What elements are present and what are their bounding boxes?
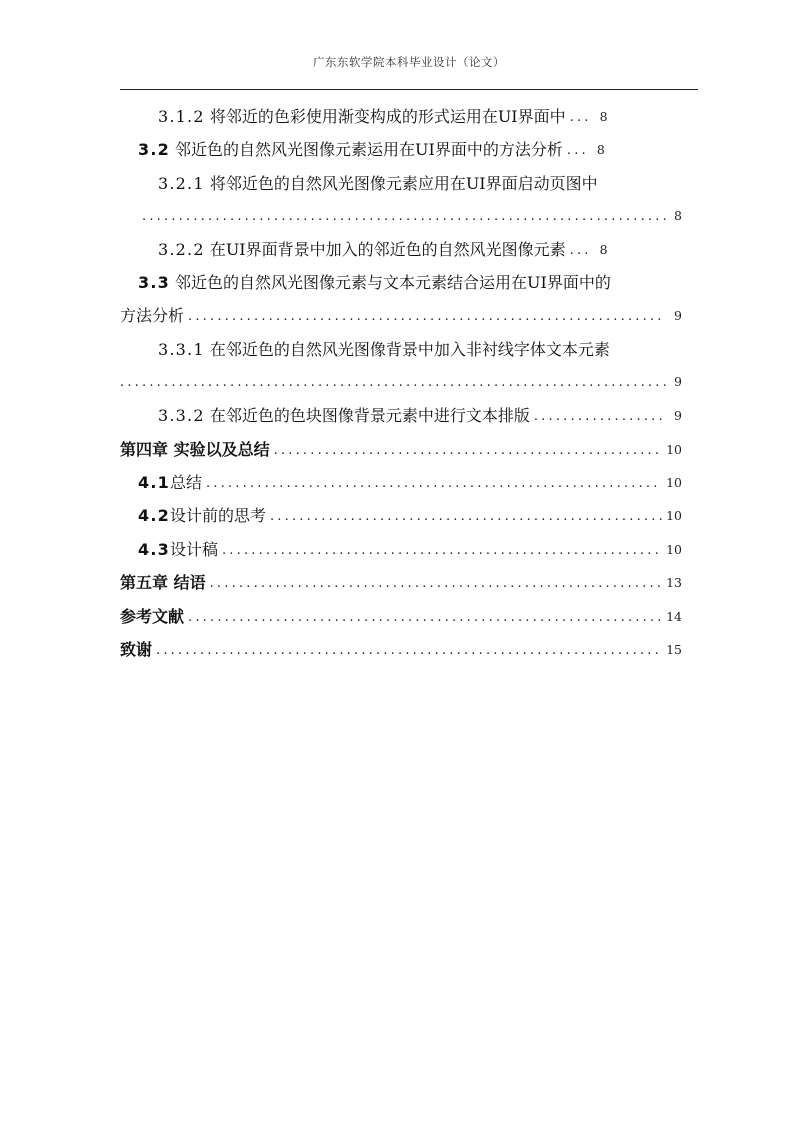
- toc-page-number: 15: [666, 642, 682, 657]
- toc-leader: [156, 640, 662, 660]
- toc-entry-3-3-label[interactable]: 3.3 邻近色的自然风光图像元素与文本元素结合运用在UI界面中的: [138, 273, 611, 292]
- toc-leader: [188, 607, 662, 627]
- toc-entry-label: 参考文献: [120, 607, 185, 626]
- toc-leader: [120, 372, 666, 392]
- toc-entry-3-2-1-label[interactable]: 3.2.1 将邻近色的自然风光图像元素应用在UI界面启动页图中: [158, 174, 598, 193]
- toc-entry-label: 第五章 结语: [120, 573, 206, 592]
- toc-entry-3-2-2[interactable]: [158, 234, 682, 260]
- toc-entry-3-1-2[interactable]: [158, 101, 682, 127]
- toc-page-number: 8: [599, 242, 608, 257]
- toc-page-number: 9: [674, 374, 682, 389]
- page-header: 广东东软学院本科毕业设计（论文）: [313, 55, 505, 69]
- toc-entry-3-3-1-label[interactable]: 3.3.1 在邻近色的自然风光图像背景中加入非衬线字体文本元素: [158, 340, 610, 359]
- toc-entry-3-3-2[interactable]: [158, 400, 682, 426]
- toc-page-number: 10: [666, 475, 682, 490]
- toc-entry-label: 3.2 邻近色的自然风光图像元素运用在UI界面中的方法分析: [138, 140, 563, 159]
- toc-entry-chapter-4[interactable]: [120, 434, 682, 460]
- toc-entry-label: 3.3.2 在邻近色的色块图像背景元素中进行文本排版: [158, 406, 530, 425]
- toc-leader: [206, 473, 662, 493]
- toc-entry-4-2[interactable]: [138, 500, 682, 526]
- toc-entry-label: 3.2.2 在UI界面背景中加入的邻近色的自然风光图像元素: [158, 240, 566, 259]
- toc-entry-label: 3.1.2 将邻近的色彩使用渐变构成的形式运用在UI界面中: [158, 107, 566, 126]
- toc-page-number: 9: [674, 308, 682, 323]
- toc-page-number: 13: [666, 575, 682, 590]
- toc-entry-3-3-1-leader: [120, 366, 682, 392]
- toc-entry-3-2[interactable]: [138, 134, 682, 160]
- toc-entry-4-1[interactable]: [138, 467, 682, 493]
- toc-page-number: 10: [666, 508, 682, 523]
- toc-leader: [270, 506, 662, 526]
- toc-entry-3-2-1-leader: [142, 200, 682, 226]
- toc-page-number: 9: [674, 408, 682, 423]
- toc-entry-label: 4.2设计前的思考: [138, 506, 266, 525]
- toc-page-number: 14: [666, 609, 682, 624]
- toc-entry-label: 4.3设计稿: [138, 540, 218, 559]
- toc-page-number: 8: [599, 109, 608, 124]
- toc-leader: [142, 206, 666, 226]
- toc-page-number: 8: [674, 208, 682, 223]
- toc-leader: [210, 573, 663, 593]
- toc-leader: [188, 306, 666, 326]
- toc-entry-4-3[interactable]: [138, 534, 682, 560]
- toc-entry-acknowledgements[interactable]: [120, 634, 682, 660]
- toc-leader: [567, 140, 589, 160]
- toc-leader: [274, 440, 663, 460]
- toc-leader: [534, 406, 666, 426]
- toc-entry-label: 致谢: [120, 640, 153, 659]
- toc-entry-label: 第四章 实验以及总结: [120, 440, 270, 459]
- toc-entry-references[interactable]: [120, 601, 682, 627]
- toc-page-number: 10: [666, 442, 682, 457]
- toc-page-number: 10: [666, 542, 682, 557]
- toc-leader: [570, 107, 592, 127]
- toc-entry-chapter-5[interactable]: [120, 567, 682, 593]
- toc-page-number: 8: [596, 142, 605, 157]
- toc-entry-label-continued: 方法分析: [120, 306, 185, 325]
- toc-leader: [570, 240, 592, 260]
- toc-leader: [222, 540, 662, 560]
- toc-entry-label: 4.1总结: [138, 473, 202, 492]
- toc-entry-3-3-cont: [120, 300, 682, 326]
